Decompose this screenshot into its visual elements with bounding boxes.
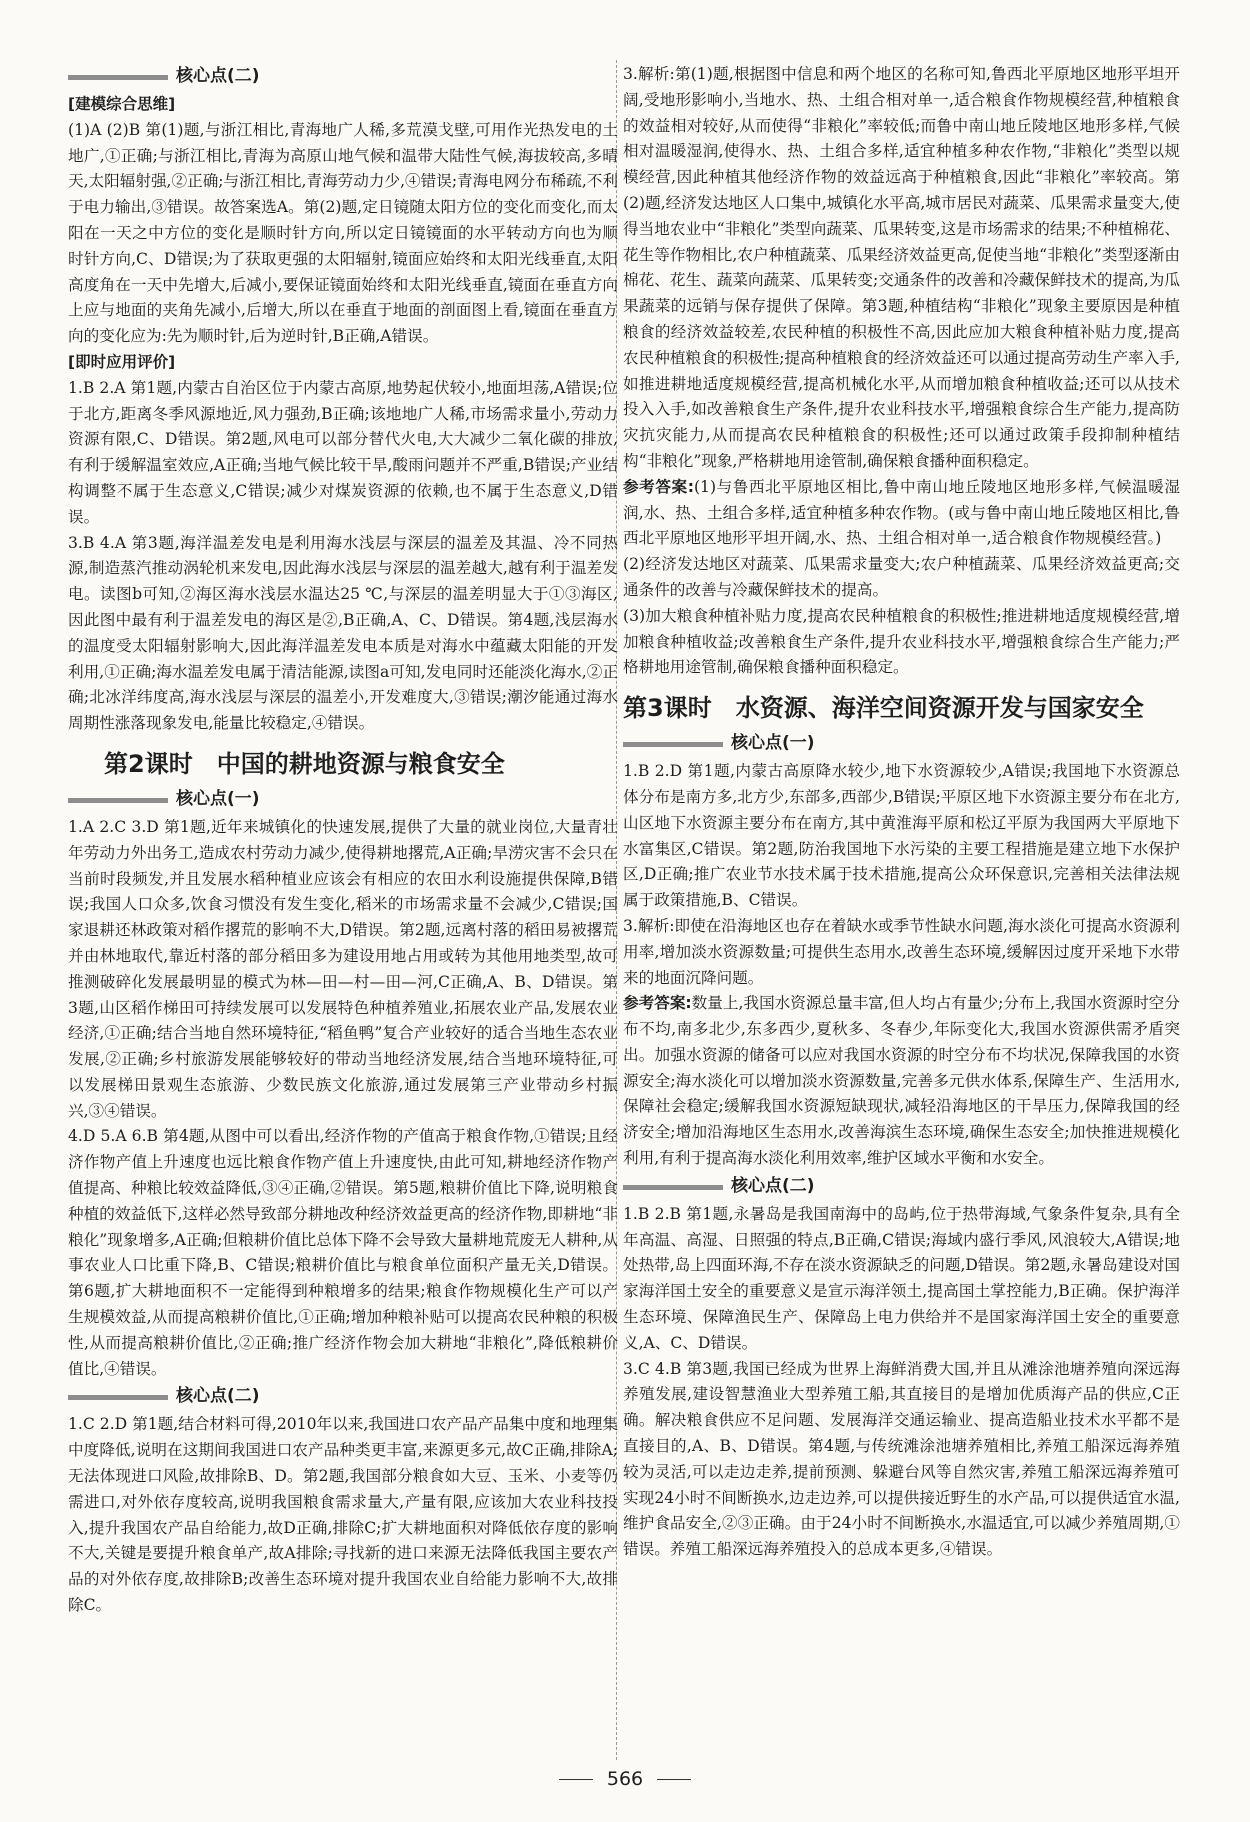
paragraph-l2-a: 1.A 2.C 3.D 第1题,近年来城镇化的快速发展,提供了大量的就业岗位,大量青壮年劳动力外出务工,造成农村劳动力减少,使得耕地撂荒,A正确;旱涝灾害不会只在当前时段频发,并且发展水稻种植业应该会有相应的农田水利设施提供保障,B错误;我国人口众多,饮食习惯没有发生变化,稻米的市场需求量不会减少,C错误;国家退耕还林政策对稻作撂荒的影响不大,D错误。第2题,远离村落的稻田易被撂荒并由林地取代,靠近村落的部分稻田多为建设用地占用或转为其他用地类型,故可推测破碎化发展最明显的模式为林—田—村—田—河,C正确,A、B、D错误。第3题,山区稻作梯田可持续发展可以发展特色种植养殖业,拓展农业产品,发展农业经济,①正确;结合当地自然环境特征,“稻鱼鸭”复合产业较好的适合当地生态农业发展,②正确;乡村旅游发展能够较好的带动当地经济发展,结合当地环境特征,可以发展梯田景观生态旅游、少数民族文化旅游,通过发展第三产业带动乡村振兴,③④错误。 xyxy=(68,817,618,1120)
answer-label: 参考答案: xyxy=(623,994,692,1013)
paragraph-model: (1)A (2)B 第(1)题,与浙江相比,青海地广人稀,多荒漠戈壁,可用作光热发电的土地广,①正确;与浙江相比,青海为高原山地气候和温带大陆性气候,海拔较高,多晴天,太阳辐射强,②正确;与浙江相比,青海劳动力少,④错误;青海电网分布稀疏,不利于电力输出,③错误。故答案选A。第(2)题,定日镜随太阳方位的变化而变化,而太阳在一天之中方位的变化是顺时针方向,所以定日镜镜面的水平转动方向也为顺时针方向,C、D错误;为了获取更强的太阳辐射,镜面应始终和太阳光线垂直,太阳高度角在一天中先增大,后减小,要保证镜面始终和太阳光线垂直,镜面在垂直方向上应与地面的夹角先减小,后增大,所以在垂直于地面的剖面图上看,镜面在垂直方向的变化应为:先为顺时针,后为逆时针,B正确,A错误。 xyxy=(68,120,618,346)
answer-3: (3)加大粮食种植补贴力度,提高农民种植粮食的积极性;推进耕地适度规模经营,增加粮食种植收益;改善粮食生产条件,提升农业科技水平,增强粮食综合生产能力;严格耕地用途管制,确保粮食播种面积稳定。 xyxy=(623,606,1180,677)
paragraph-r1: 1.B 2.D 第1题,内蒙古高原降水较少,地下水资源较少,A错误;我国地下水资源总体分布是南方多,北方少,东部多,西部少,B错误;平原区地下水资源主要分布在北方,山区地下水资源主要分布在南方,其中黄淮海平原和松辽平原为我国两大平原地下水富集区,C错误。第2题,防治我国地下水污染的主要工程措施是建立地下水保护区,D正确;推广农业节水技术属于技术措施,提高公众环保意识,完善相关法律法规属于政策措施,B、C错误。 xyxy=(623,762,1180,910)
heading-bar xyxy=(68,1395,168,1400)
lesson-title-3: 第3课时 水资源、海洋空间资源开发与国家安全 xyxy=(623,694,1144,723)
paragraph-r3b: 1.B 2.B 第1题,永暑岛是我国南海中的岛屿,位于热带海域,气象条件复杂,具有全年高温、高湿、日照强的特点,B正确,C错误;海域内盛行季风,风浪较大,A错误;地处热带,岛上四面环海,不存在淡水资源缺乏的问题,D错误。第2题,永暑岛建设对国家海洋国土安全的重要意义是宣示海洋领土,提高国土掌控能力,B正确。保护海洋生态环境、保障渔民生产、保障岛上电力供给并不是国家海洋国土安全的重要意义,A、C、D错误。 xyxy=(623,1204,1180,1352)
paragraph-r4: 3.C 4.B 第3题,我国已经成为世界上海鲜消费大国,并且从滩涂池塘养殖向深远海养殖发展,建设智慧渔业大型养殖工船,其直接目的是增加优质海产品的供应,C正确。解决粮食供应不足问题、发展海洋交通运输业、提高造船业技术水平都不是直接目的,A、B、D错误。第4题,与传统滩涂池塘养殖相比,养殖工船深远海养殖较为灵活,可以走边走养,提前预测、躲避台风等自然灾害,养殖工船深远海养殖可实现24小时不间断换水,边走边养,可以提供接近野生的水产品,可以提供适宜水温,维护食品安全,②③正确。由于24小时不间断换水,水温适宜,可以减少养殖周期,①错误。养殖工船深远海养殖投入的总成本更多,④错误。 xyxy=(623,1359,1180,1559)
heading-text: 核心点(二) xyxy=(176,1386,260,1407)
paragraph-l2-b: 4.D 5.A 6.B 第4题,从图中可以看出,经济作物的产值高于粮食作物,①错误;且经济作物产值上升速度也远比粮食作物产值上升速度快,由此可知,耕地经济作物产值提高、种粮比较效益降低,③④正确,②错误。第5题,粮耕价值比下降,说明粮食种植的效益低下,这样必然导致部分耕地改种经济效益更高的经济作物,即耕地“非粮化”现象增多,A正确;但粮耕价值比总体下降不会导致大量耕地荒废无人耕种,从事农业人口比重下降,B、C错误;粮耕价值比与粮食单位面积产量无关,D错误。第6题,扩大耕地面积不一定能得到种粮增多的结果;粮食作物规模化生产可以产生规模效益,从而提高粮耕价值比,①正确;增加种粮补贴可以提高农民种粮的积极性,从而提高粮耕价值比,②正确;推广经济作物会加大耕地“非粮化”,降低粮耕价值比,④错误。 xyxy=(68,1127,618,1378)
answer-block-1 xyxy=(623,475,1180,552)
heading-bar xyxy=(68,75,168,80)
subheading-model: [建模综合思维] xyxy=(68,95,176,113)
page-footer xyxy=(0,1768,1250,1790)
paragraph-eval-1: 1.B 2.A 第1题,内蒙古自治区位于内蒙古高原,地势起伏较小,地面坦荡,A错误;位于北方,距离冬季风源地近,风力强劲,B正确;该地地广人稀,市场需求量小,劳动力资源有限,C、D错误。第2题,风电可以部分替代火电,大大减少二氧化碳的排放,有利于缓解温室效应,A正确;当地气候比较干旱,酸雨问题并不严重,B错误;产业结构调整不属于生态意义,C错误;减少对煤炭资源的依赖,也不属于生态意义,D错误。 xyxy=(68,378,618,526)
right-column xyxy=(623,62,1180,1563)
page-number: 566 xyxy=(606,1768,644,1790)
heading-bar xyxy=(623,742,723,747)
section-heading-kp1 xyxy=(68,787,618,813)
heading-text: 核心点(二) xyxy=(176,66,260,86)
section-heading-kp2 xyxy=(68,64,618,90)
paragraph-r2: 3.解析:即使在沿海地区也存在着缺水或季节性缺水问题,海水淡化可提高水资源利用率,增加淡水资源数量;可提供生态用水,改善生态环境,缓解因过度开采地下水带来的地面沉降问题。 xyxy=(623,916,1180,987)
answer-2: (2)经济发达地区对蔬菜、瓜果需求量变大;农户种植蔬菜、瓜果经济效益更高;交通条件的改善与冷藏保鲜技术的提高。 xyxy=(623,555,1180,599)
answer-1: (1)与鲁西北平原地区相比,鲁中南山地丘陵地区地形多样,气候温暖湿润,水、热、土组合多样,适宜种植多种农作物。(或与鲁中南山地丘陵地区相比,鲁西北平原地区地形平坦开阔,水、热、土组合相对单一,适合粮食作物规模经营。) xyxy=(623,477,1180,548)
paragraph-eval-2: 3.B 4.A 第3题,海洋温差发电是利用海水浅层与深层的温差及其温、冷不同热源,制造蒸汽推动涡轮机来发电,因此海水浅层与深层的温差越大,越有利于温差发电。读图b可知,②海区海水浅层水温达25 ℃,与深层的温差明显大于①③海区,因此图中最有利于温差发电的海区是②,B正确,A、C、D错误。第4题,浅层海水的温度受太阳辐射影响大,因此海洋温差发电本质是对海水中蕴藏太阳能的开发利用,①正确;海水温差发电属于清洁能源,读图a可知,发电同时还能淡化海水,②正确;北冰洋纬度高,海水浅层与深层的温差小,开发难度大,③错误;潮汐能通过海水周期性涨落现象发电,能量比较稳定,④错误。 xyxy=(68,533,618,733)
lesson-title-2: 第2课时 中国的耕地资源与粮食安全 xyxy=(104,749,505,778)
footer-dash-right xyxy=(657,1779,691,1780)
paragraph-r3: 3.解析:第(1)题,根据图中信息和两个地区的名称可知,鲁西北平原地区地形平坦开阔,受地形影响小,当地水、热、土组合相对单一,适合粮食作物规模经营,种植粮食的效益相对较好,从而使得“非粮化”率较低;而鲁中南山地丘陵地区地形多样,气候相对温暖湿润,使得水、热、土组合多样,适宜种植多种农作物,“非粮化”类型以规模经营,因此种植其他经济作物的效益远高于种植粮食,因此“非粮化”率较高。第(2)题,经济发达地区人口集中,城镇化水平高,城市居民对蔬菜、瓜果需求量变大,使得当地农业中“非粮化”类型向蔬菜、瓜果转变,这是市场需求的结果;不种植棉花、花生等作物相比,农户种植蔬菜、瓜果经济效益更高,促使当地“非粮化”类型逐渐由棉花、花生、蔬菜向蔬菜、瓜果转变;交通条件的改善和冷藏保鲜技术的提高,为瓜果蔬菜的远销与保存提供了保障。第3题,种植结构“非粮化”现象主要原因是种植粮食的经济效益较差,农民种植的积极性不高,因此应加大粮食种植补贴力度,提高农民种植粮食的积极性;提高种植粮食的经济效益还可以通过提高劳动生产率入手,如推进耕地适度规模经营,提高机械化水平,从而增加粮食种植收益;还可以从技术投入入手,如改善粮食生产条件,提升农业科技水平,增强粮食综合生产能力,提高防灾抗灾能力,从而提高农民种植粮食的积极性;还可以通过政策手段抑制种植结构“非粮化”现象,严格耕地用途管制,确保粮食播种面积稳定。 xyxy=(623,65,1180,470)
paragraph-l2-c: 1.C 2.D 第1题,结合材料可得,2010年以来,我国进口农产品产品集中度和地理集中度降低,说明在这期间我国进口农产品种类更丰富,来源更多元,故C正确,排除A;无法体现进口风险,故排除B、D。第2题,我国部分粮食如大豆、玉米、小麦等仍需进口,对外依存度较高,说明我国粮食需求量大,产量有限,应该加大农业科技投入,提升我国农产品自给能力,故D正确,排除C;扩大耕地面积对降低依存度的影响不大,关键是要提升粮食单产,故A排除;寻找新的进口来源无法降低我国主要农产品的对外依存度,故排除B;改善生态环境对提升我国农业自给能力影响不大,故排除C。 xyxy=(68,1415,618,1615)
subheading-eval: [即时应用评价] xyxy=(68,352,176,371)
heading-text: 核心点(二) xyxy=(731,1175,815,1196)
answer-block-2 xyxy=(623,991,1180,1172)
heading-text: 核心点(一) xyxy=(176,788,260,809)
section-heading-r-kp2 xyxy=(623,1174,1180,1200)
left-column xyxy=(68,62,618,1619)
heading-text: 核心点(一) xyxy=(731,733,815,754)
footer-dash-left xyxy=(559,1779,593,1780)
heading-bar xyxy=(623,1185,723,1190)
section-heading-r-kp1 xyxy=(623,731,1180,757)
answer-label: 参考答案: xyxy=(623,477,694,496)
answer-r2: 数量上,我国水资源总量丰富,但人均占有量少;分布上,我国水资源时空分布不均,南多北少,东多西少,夏秋多、冬春少,年际变化大,我国水资源供需矛盾突出。加强水资源的储备可以应对我国水资源的时空分布不均状况,保障我国的水资源安全;海水淡化可以增加淡水资源数量,完善多元供水体系,保障生产、生活用水,保障社会稳定;缓解我国水资源短缺现状,减轻沿海地区的干旱压力,保障我国的经济安全;增加沿海地区生态用水,改善海滨生态环境,确保生态安全;加快推进规模化利用,有利于提高海水淡化利用效率,维护区域水平衡和水安全。 xyxy=(623,994,1181,1168)
section-heading-kp2b xyxy=(68,1384,618,1410)
heading-bar xyxy=(68,798,168,803)
